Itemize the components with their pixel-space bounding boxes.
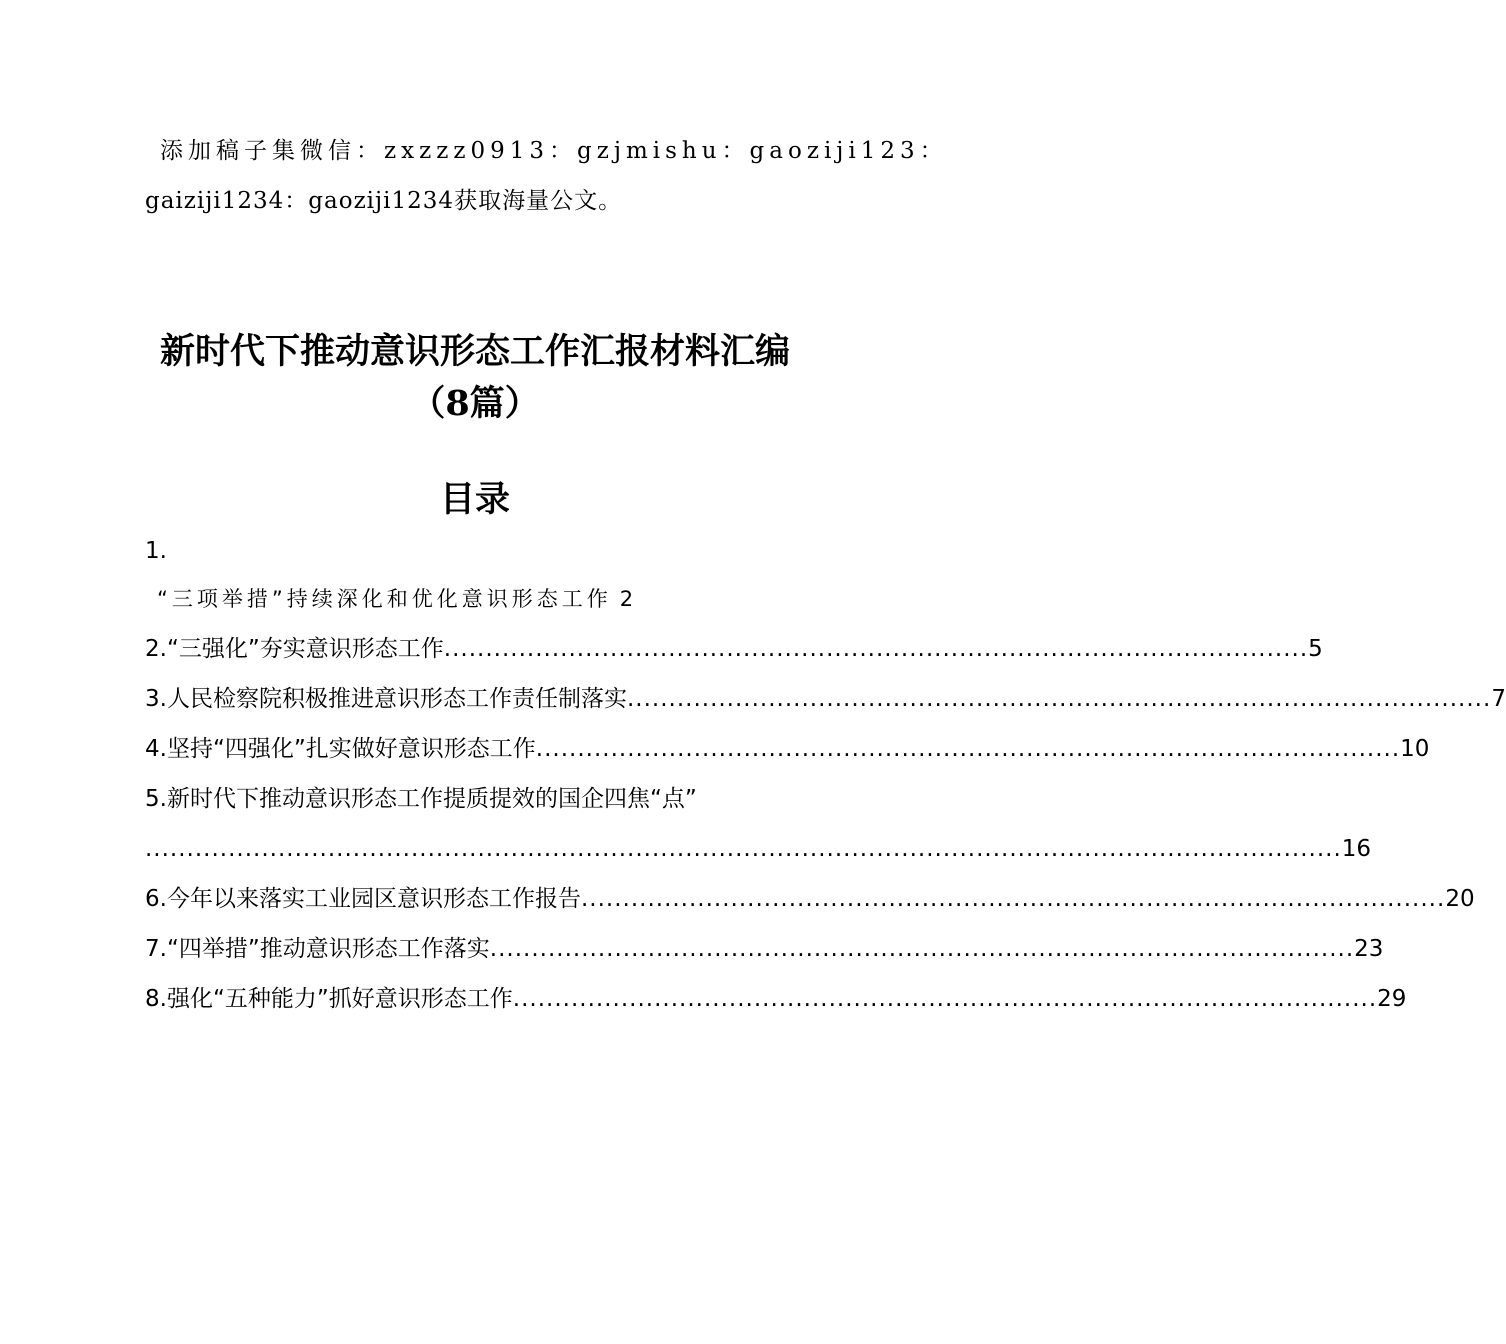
toc-entry-title: “四举措”推动意识形态工作落实: [166, 936, 490, 962]
notice-line-1: 添加稿子集微信：zxzzz0913：gzjmishu：gaoziji123：: [160, 138, 948, 164]
toc-entry-page: 16: [1341, 836, 1372, 862]
toc-entry-5[interactable]: [145, 774, 805, 824]
toc-entry-number: 8.: [145, 986, 167, 1012]
toc-entry-title: 人民检察院积极推进意识形态工作责任制落实: [166, 686, 627, 712]
toc-leader-dots: ................................................................................................................................................: [145, 836, 1342, 862]
toc-entry-title: 新时代下推动意识形态工作提质提效的国企四焦“点”: [166, 786, 697, 812]
toc-entry-3[interactable]: [145, 674, 1506, 724]
toc-entry-4[interactable]: [145, 724, 1430, 774]
toc-leader-dots: ........................................................................................................: [512, 986, 1378, 1012]
toc-entry-page: 23: [1354, 936, 1384, 962]
toc-leader-dots: ........................................................................................................: [626, 686, 1492, 712]
toc-entry-page: 20: [1445, 886, 1475, 912]
toc-entry-number: 2.: [145, 636, 167, 662]
document-title: 新时代下推动意识形态工作汇报材料汇编: [159, 331, 790, 372]
toc-entry-7[interactable]: [145, 924, 1384, 974]
notice-line-2: gaiziji1234：gaoziji1234获取海量公文。: [145, 188, 623, 214]
toc-entry-8[interactable]: [145, 974, 1407, 1024]
toc-entry-title: 坚持“四强化”扎实做好意识形态工作: [166, 736, 536, 762]
toc-entry-number: 3.: [145, 686, 167, 712]
toc-leader-dots: ........................................................................................................: [580, 886, 1446, 912]
toc-entry-page: 29: [1377, 986, 1407, 1012]
toc-leader-dots: ........................................................................................................: [535, 736, 1401, 762]
toc-entry-2[interactable]: [145, 624, 1323, 674]
toc-entry-page: 10: [1400, 736, 1430, 762]
toc-leader-dots: ........................................................................................................: [489, 936, 1355, 962]
toc-entry-title: “三强化”夯实意识形态工作: [166, 636, 444, 662]
toc-entry-number: 5.: [145, 786, 167, 812]
toc-entry-5-continuation[interactable]: [145, 824, 1372, 874]
toc-entry-title: “三项举措”持续深化和优化意识形态工作: [157, 587, 612, 611]
toc-entry-6[interactable]: [145, 874, 1475, 924]
toc-entry-page: 2: [619, 587, 634, 611]
toc-entry-page: 5: [1308, 636, 1323, 662]
toc-entry-number: 4.: [145, 736, 167, 762]
toc-leader-dots: ........................................................................................................: [443, 636, 1309, 662]
toc-entry-1-number: 1.: [145, 538, 167, 564]
toc-entry-number: 6.: [145, 886, 167, 912]
toc-entry-1[interactable]: [145, 574, 817, 624]
toc-heading: 目录: [439, 479, 510, 520]
toc-entry-title: 今年以来落实工业园区意识形态工作报告: [166, 886, 581, 912]
toc-entry-number: 7.: [145, 936, 167, 962]
document-count: （8篇）: [410, 383, 540, 424]
toc-entry-page: 7: [1491, 686, 1506, 712]
toc-entry-title: 强化“五种能力”抓好意识形态工作: [166, 986, 513, 1012]
